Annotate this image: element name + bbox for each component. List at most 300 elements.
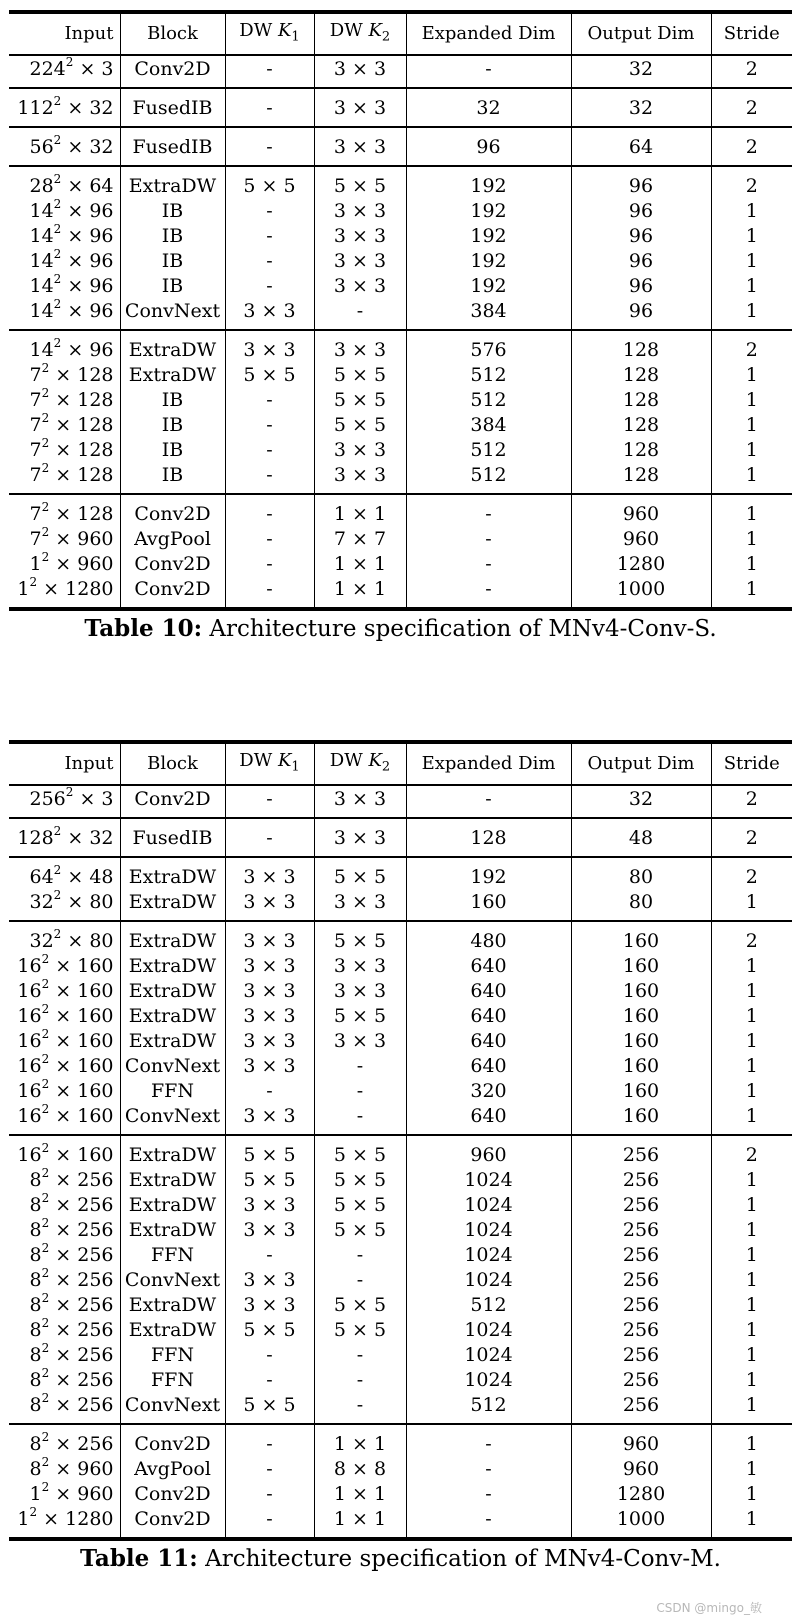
cell-dw-k2: 3 × 3 <box>314 437 406 462</box>
input-base: 1 <box>17 1507 30 1530</box>
cell-output-dim: 256 <box>571 1167 711 1192</box>
input-channels: 160 <box>77 1079 114 1102</box>
cell-dw-k2: 3 × 3 <box>314 88 406 127</box>
cell-dw-k2: 3 × 3 <box>314 223 406 248</box>
table-row <box>9 1267 792 1292</box>
input-base: 8 <box>29 1432 42 1455</box>
cell-stride: 1 <box>711 1217 792 1242</box>
table-row <box>9 362 792 387</box>
cell-dw-k2: 3 × 3 <box>314 55 406 88</box>
column-header: Input <box>9 12 120 55</box>
cell-input <box>9 921 120 953</box>
cell-stride: 1 <box>711 953 792 978</box>
table-row <box>9 166 792 198</box>
column-header: DW $K_1$ <box>225 742 314 785</box>
table-row <box>9 198 792 223</box>
cell-expanded-dim: 1024 <box>406 1267 571 1292</box>
table-10 <box>9 10 792 642</box>
input-exponent: 2 <box>41 1481 50 1494</box>
cell-output-dim: 128 <box>571 387 711 412</box>
table-row <box>9 978 792 1003</box>
input-times: × <box>49 1343 78 1366</box>
cell-dw-k1: 3 × 3 <box>225 1217 314 1242</box>
table-row <box>9 1167 792 1192</box>
cell-stride: 1 <box>711 1392 792 1424</box>
input-channels: 256 <box>77 1243 114 1266</box>
cell-output-dim: 128 <box>571 362 711 387</box>
cell-stride: 1 <box>711 1167 792 1192</box>
input-exponent: 2 <box>41 462 50 475</box>
cell-block: IB <box>120 248 225 273</box>
input-exponent: 2 <box>53 171 62 186</box>
table-row <box>9 223 792 248</box>
table-row <box>9 785 792 818</box>
input-channels: 256 <box>77 1268 114 1291</box>
cell-output-dim: 256 <box>571 1242 711 1267</box>
cell-stride: 1 <box>711 1292 792 1317</box>
cell-input <box>9 273 120 298</box>
cell-dw-k2: 1 × 1 <box>314 1424 406 1456</box>
input-channels: 3 <box>101 57 114 80</box>
cell-dw-k2: - <box>314 1053 406 1078</box>
cell-expanded-dim: - <box>406 551 571 576</box>
input-channels: 32 <box>89 135 114 158</box>
table-row <box>9 551 792 576</box>
input-channels: 256 <box>77 1193 114 1216</box>
cell-output-dim: 256 <box>571 1267 711 1292</box>
input-channels: 960 <box>77 552 114 575</box>
cell-dw-k1: - <box>225 273 314 298</box>
input-times: × <box>49 1268 78 1291</box>
cell-stride: 1 <box>711 1456 792 1481</box>
cell-output-dim: 80 <box>571 857 711 889</box>
cell-expanded-dim: 32 <box>406 88 571 127</box>
cell-expanded-dim: 512 <box>406 1392 571 1424</box>
input-channels: 256 <box>77 1393 114 1416</box>
cell-block: ConvNext <box>120 1392 225 1424</box>
input-times: × <box>49 413 78 436</box>
cell-block: Conv2D <box>120 785 225 818</box>
cell-dw-k1: - <box>225 785 314 818</box>
cell-output-dim: 1280 <box>571 551 711 576</box>
cell-dw-k1: - <box>225 1456 314 1481</box>
cell-dw-k2: 3 × 3 <box>314 953 406 978</box>
table-row <box>9 576 792 609</box>
table-row <box>9 330 792 362</box>
caption-text: Architecture specification of MNv4-Conv-M. <box>205 1546 721 1572</box>
cell-dw-k1: - <box>225 387 314 412</box>
table-row <box>9 1342 792 1367</box>
cell-dw-k1: - <box>225 1481 314 1506</box>
input-exponent: 2 <box>53 223 62 236</box>
cell-dw-k2: 5 × 5 <box>314 1192 406 1217</box>
cell-dw-k2: 5 × 5 <box>314 362 406 387</box>
input-base: 224 <box>29 57 66 80</box>
cell-block: FFN <box>120 1342 225 1367</box>
input-exponent: 2 <box>41 412 50 425</box>
table-row <box>9 437 792 462</box>
cell-dw-k2: 3 × 3 <box>314 818 406 857</box>
input-base: 7 <box>29 438 42 461</box>
input-times: × <box>61 135 90 158</box>
input-base: 32 <box>29 929 54 952</box>
cell-expanded-dim: 512 <box>406 1292 571 1317</box>
cell-input <box>9 1217 120 1242</box>
cell-dw-k1: 3 × 3 <box>225 1103 314 1135</box>
input-base: 256 <box>29 787 66 810</box>
input-exponent: 2 <box>53 926 62 941</box>
cell-block: ExtraDW <box>120 166 225 198</box>
input-base: 8 <box>29 1193 42 1216</box>
input-base: 7 <box>29 388 42 411</box>
input-channels: 128 <box>77 463 114 486</box>
cell-stride: 1 <box>711 1424 792 1456</box>
cell-dw-k2: 3 × 3 <box>314 1028 406 1053</box>
table-row <box>9 1456 792 1481</box>
cell-dw-k1: - <box>225 1367 314 1392</box>
cell-block: FusedIB <box>120 818 225 857</box>
input-base: 7 <box>29 527 42 550</box>
cell-dw-k2: 5 × 5 <box>314 857 406 889</box>
cell-stride: 2 <box>711 330 792 362</box>
column-header: Block <box>120 742 225 785</box>
column-header: DW $K_2$ <box>314 12 406 55</box>
cell-dw-k1: - <box>225 88 314 127</box>
cell-dw-k1: - <box>225 576 314 609</box>
cell-dw-k2: - <box>314 298 406 330</box>
cell-input <box>9 1342 120 1367</box>
table-row <box>9 1317 792 1342</box>
cell-output-dim: 160 <box>571 1078 711 1103</box>
cell-dw-k2: 3 × 3 <box>314 889 406 921</box>
cell-block: ExtraDW <box>120 1317 225 1342</box>
cell-expanded-dim: 192 <box>406 273 571 298</box>
input-exponent: 2 <box>41 1367 50 1380</box>
input-exponent: 2 <box>41 953 50 966</box>
input-channels: 96 <box>89 338 114 361</box>
table-row <box>9 526 792 551</box>
cell-dw-k1: - <box>225 551 314 576</box>
input-channels: 160 <box>77 1029 114 1052</box>
input-times: × <box>49 1318 78 1341</box>
input-base: 7 <box>29 413 42 436</box>
input-exponent: 2 <box>53 889 62 902</box>
input-times: × <box>49 1168 78 1191</box>
cell-expanded-dim: 96 <box>406 127 571 166</box>
input-times: × <box>49 1004 78 1027</box>
cell-stride: 1 <box>711 412 792 437</box>
input-times: × <box>49 1243 78 1266</box>
cell-input <box>9 494 120 526</box>
input-channels: 128 <box>77 413 114 436</box>
table-row <box>9 1242 792 1267</box>
cell-expanded-dim: 480 <box>406 921 571 953</box>
input-times: × <box>61 249 90 272</box>
cell-output-dim: 96 <box>571 273 711 298</box>
cell-dw-k1: - <box>225 818 314 857</box>
cell-stride: 1 <box>711 1267 792 1292</box>
cell-expanded-dim: 640 <box>406 1003 571 1028</box>
cell-dw-k2: - <box>314 1367 406 1392</box>
input-exponent: 2 <box>41 1267 50 1280</box>
cell-expanded-dim: 128 <box>406 818 571 857</box>
spec-table <box>9 740 792 1541</box>
cell-input <box>9 198 120 223</box>
cell-dw-k1: - <box>225 412 314 437</box>
input-base: 56 <box>29 135 54 158</box>
cell-block: ExtraDW <box>120 1135 225 1167</box>
input-times: × <box>61 199 90 222</box>
cell-output-dim: 96 <box>571 298 711 330</box>
cell-dw-k1: 3 × 3 <box>225 1053 314 1078</box>
input-channels: 1280 <box>65 1507 114 1530</box>
input-channels: 96 <box>89 199 114 222</box>
cell-output-dim: 160 <box>571 1003 711 1028</box>
cell-stride: 2 <box>711 921 792 953</box>
cell-block: IB <box>120 223 225 248</box>
input-channels: 960 <box>77 1482 114 1505</box>
cell-output-dim: 96 <box>571 166 711 198</box>
cell-block: ConvNext <box>120 1053 225 1078</box>
column-header: Block <box>120 12 225 55</box>
cell-stride: 1 <box>711 889 792 921</box>
cell-dw-k2: 1 × 1 <box>314 1506 406 1539</box>
input-exponent: 2 <box>41 1003 50 1016</box>
input-exponent: 2 <box>41 1078 50 1091</box>
cell-input <box>9 1317 120 1342</box>
column-header: Stride <box>711 742 792 785</box>
cell-expanded-dim: 192 <box>406 166 571 198</box>
input-channels: 256 <box>77 1343 114 1366</box>
cell-dw-k2: 5 × 5 <box>314 166 406 198</box>
cell-dw-k2: 3 × 3 <box>314 198 406 223</box>
cell-dw-k1: 5 × 5 <box>225 362 314 387</box>
cell-input <box>9 785 120 818</box>
table-row <box>9 1028 792 1053</box>
cell-expanded-dim: 1024 <box>406 1217 571 1242</box>
cell-output-dim: 256 <box>571 1192 711 1217</box>
cell-dw-k2: 5 × 5 <box>314 1167 406 1192</box>
input-base: 28 <box>29 174 54 197</box>
cell-block: ExtraDW <box>120 857 225 889</box>
cell-dw-k1: - <box>225 526 314 551</box>
cell-dw-k2: 3 × 3 <box>314 127 406 166</box>
table-row <box>9 127 792 166</box>
cell-dw-k1: - <box>225 494 314 526</box>
cell-stride: 1 <box>711 1028 792 1053</box>
input-exponent: 2 <box>41 1429 50 1444</box>
input-exponent: 2 <box>41 1192 50 1205</box>
input-channels: 32 <box>89 826 114 849</box>
input-base: 16 <box>17 1143 42 1166</box>
input-channels: 256 <box>77 1318 114 1341</box>
input-base: 1 <box>29 552 42 575</box>
input-times: × <box>61 929 90 952</box>
cell-dw-k1: - <box>225 1242 314 1267</box>
cell-block: ExtraDW <box>120 1217 225 1242</box>
cell-block: IB <box>120 273 225 298</box>
cell-input <box>9 576 120 609</box>
cell-dw-k2: 5 × 5 <box>314 921 406 953</box>
cell-dw-k2: - <box>314 1242 406 1267</box>
input-exponent: 2 <box>53 823 62 838</box>
cell-dw-k1: - <box>225 55 314 88</box>
cell-input <box>9 88 120 127</box>
table-row <box>9 857 792 889</box>
input-times: × <box>49 1104 78 1127</box>
input-base: 8 <box>29 1393 42 1416</box>
input-base: 7 <box>29 363 42 386</box>
cell-dw-k1: - <box>225 1078 314 1103</box>
cell-dw-k1: 3 × 3 <box>225 889 314 921</box>
cell-dw-k2: 3 × 3 <box>314 462 406 494</box>
input-times: × <box>37 1507 66 1530</box>
input-base: 8 <box>29 1368 42 1391</box>
cell-output-dim: 960 <box>571 526 711 551</box>
input-channels: 96 <box>89 299 114 322</box>
cell-input <box>9 412 120 437</box>
cell-output-dim: 64 <box>571 127 711 166</box>
cell-dw-k1: 5 × 5 <box>225 166 314 198</box>
cell-dw-k2: 1 × 1 <box>314 551 406 576</box>
input-times: × <box>73 57 102 80</box>
cell-block: FusedIB <box>120 127 225 166</box>
cell-stride: 1 <box>711 437 792 462</box>
cell-input <box>9 953 120 978</box>
input-exponent: 2 <box>41 526 50 539</box>
cell-block: Conv2D <box>120 1481 225 1506</box>
input-base: 112 <box>17 96 54 119</box>
cell-dw-k2: - <box>314 1342 406 1367</box>
cell-input <box>9 1392 120 1424</box>
input-times: × <box>49 1393 78 1416</box>
cell-dw-k1: - <box>225 127 314 166</box>
cell-input <box>9 1367 120 1392</box>
table-row <box>9 1506 792 1539</box>
cell-expanded-dim: - <box>406 576 571 609</box>
cell-dw-k1: - <box>225 1424 314 1456</box>
input-times: × <box>73 787 102 810</box>
input-channels: 256 <box>77 1432 114 1455</box>
table-row <box>9 462 792 494</box>
cell-block: FFN <box>120 1078 225 1103</box>
cell-input <box>9 437 120 462</box>
input-exponent: 2 <box>41 551 50 564</box>
cell-expanded-dim: 640 <box>406 1028 571 1053</box>
cell-block: ExtraDW <box>120 362 225 387</box>
cell-dw-k2: - <box>314 1103 406 1135</box>
cell-output-dim: 960 <box>571 1424 711 1456</box>
cell-stride: 1 <box>711 551 792 576</box>
cell-output-dim: 80 <box>571 889 711 921</box>
cell-output-dim: 960 <box>571 1456 711 1481</box>
cell-block: Conv2D <box>120 494 225 526</box>
input-times: × <box>49 463 78 486</box>
input-channels: 1280 <box>65 577 114 600</box>
input-times: × <box>61 274 90 297</box>
cell-input <box>9 1424 120 1456</box>
input-times: × <box>49 1457 78 1480</box>
cell-expanded-dim: 512 <box>406 437 571 462</box>
cell-dw-k1: 3 × 3 <box>225 330 314 362</box>
cell-block: Conv2D <box>120 551 225 576</box>
column-header: Stride <box>711 12 792 55</box>
input-base: 8 <box>29 1218 42 1241</box>
cell-block: ExtraDW <box>120 1167 225 1192</box>
input-times: × <box>49 1054 78 1077</box>
cell-stride: 1 <box>711 1192 792 1217</box>
cell-expanded-dim: - <box>406 1456 571 1481</box>
input-times: × <box>49 954 78 977</box>
cell-dw-k1: - <box>225 437 314 462</box>
cell-stride: 1 <box>711 273 792 298</box>
input-times: × <box>49 1143 78 1166</box>
cell-block: ExtraDW <box>120 978 225 1003</box>
input-exponent: 2 <box>53 132 62 147</box>
caption-label: Table 10: <box>84 615 203 642</box>
cell-expanded-dim: 160 <box>406 889 571 921</box>
cell-block: IB <box>120 198 225 223</box>
cell-stride: 2 <box>711 785 792 818</box>
cell-output-dim: 32 <box>571 55 711 88</box>
caption-label: Table 11: <box>80 1545 198 1572</box>
column-header: DW $K_1$ <box>225 12 314 55</box>
cell-expanded-dim: 640 <box>406 978 571 1003</box>
cell-input <box>9 1053 120 1078</box>
input-channels: 3 <box>101 787 114 810</box>
cell-dw-k1: 3 × 3 <box>225 953 314 978</box>
cell-input <box>9 551 120 576</box>
cell-expanded-dim: 1024 <box>406 1317 571 1342</box>
cell-output-dim: 256 <box>571 1135 711 1167</box>
cell-stride: 1 <box>711 1481 792 1506</box>
input-channels: 128 <box>77 502 114 525</box>
cell-block: ExtraDW <box>120 330 225 362</box>
column-header: Output Dim <box>571 742 711 785</box>
cell-block: ConvNext <box>120 298 225 330</box>
input-times: × <box>49 1368 78 1391</box>
cell-block: Conv2D <box>120 1424 225 1456</box>
cell-stride: 1 <box>711 387 792 412</box>
input-exponent: 2 <box>41 1292 50 1305</box>
cell-output-dim: 128 <box>571 437 711 462</box>
cell-block: IB <box>120 437 225 462</box>
input-base: 32 <box>29 890 54 913</box>
input-exponent: 2 <box>53 273 62 286</box>
cell-output-dim: 256 <box>571 1292 711 1317</box>
cell-input <box>9 1456 120 1481</box>
cell-output-dim: 32 <box>571 785 711 818</box>
input-base: 16 <box>17 1004 42 1027</box>
cell-output-dim: 256 <box>571 1217 711 1242</box>
cell-stride: 1 <box>711 362 792 387</box>
input-base: 16 <box>17 1054 42 1077</box>
input-exponent: 2 <box>41 387 50 400</box>
cell-input <box>9 1192 120 1217</box>
input-exponent: 2 <box>41 1028 50 1041</box>
input-times: × <box>49 1293 78 1316</box>
input-channels: 256 <box>77 1368 114 1391</box>
cell-dw-k2: 8 × 8 <box>314 1456 406 1481</box>
column-header: Output Dim <box>571 12 711 55</box>
cell-expanded-dim: 1024 <box>406 1242 571 1267</box>
cell-input <box>9 330 120 362</box>
table-row <box>9 1192 792 1217</box>
cell-stride: 1 <box>711 1103 792 1135</box>
input-exponent: 2 <box>53 248 62 261</box>
cell-input <box>9 1103 120 1135</box>
cell-dw-k1: - <box>225 248 314 273</box>
